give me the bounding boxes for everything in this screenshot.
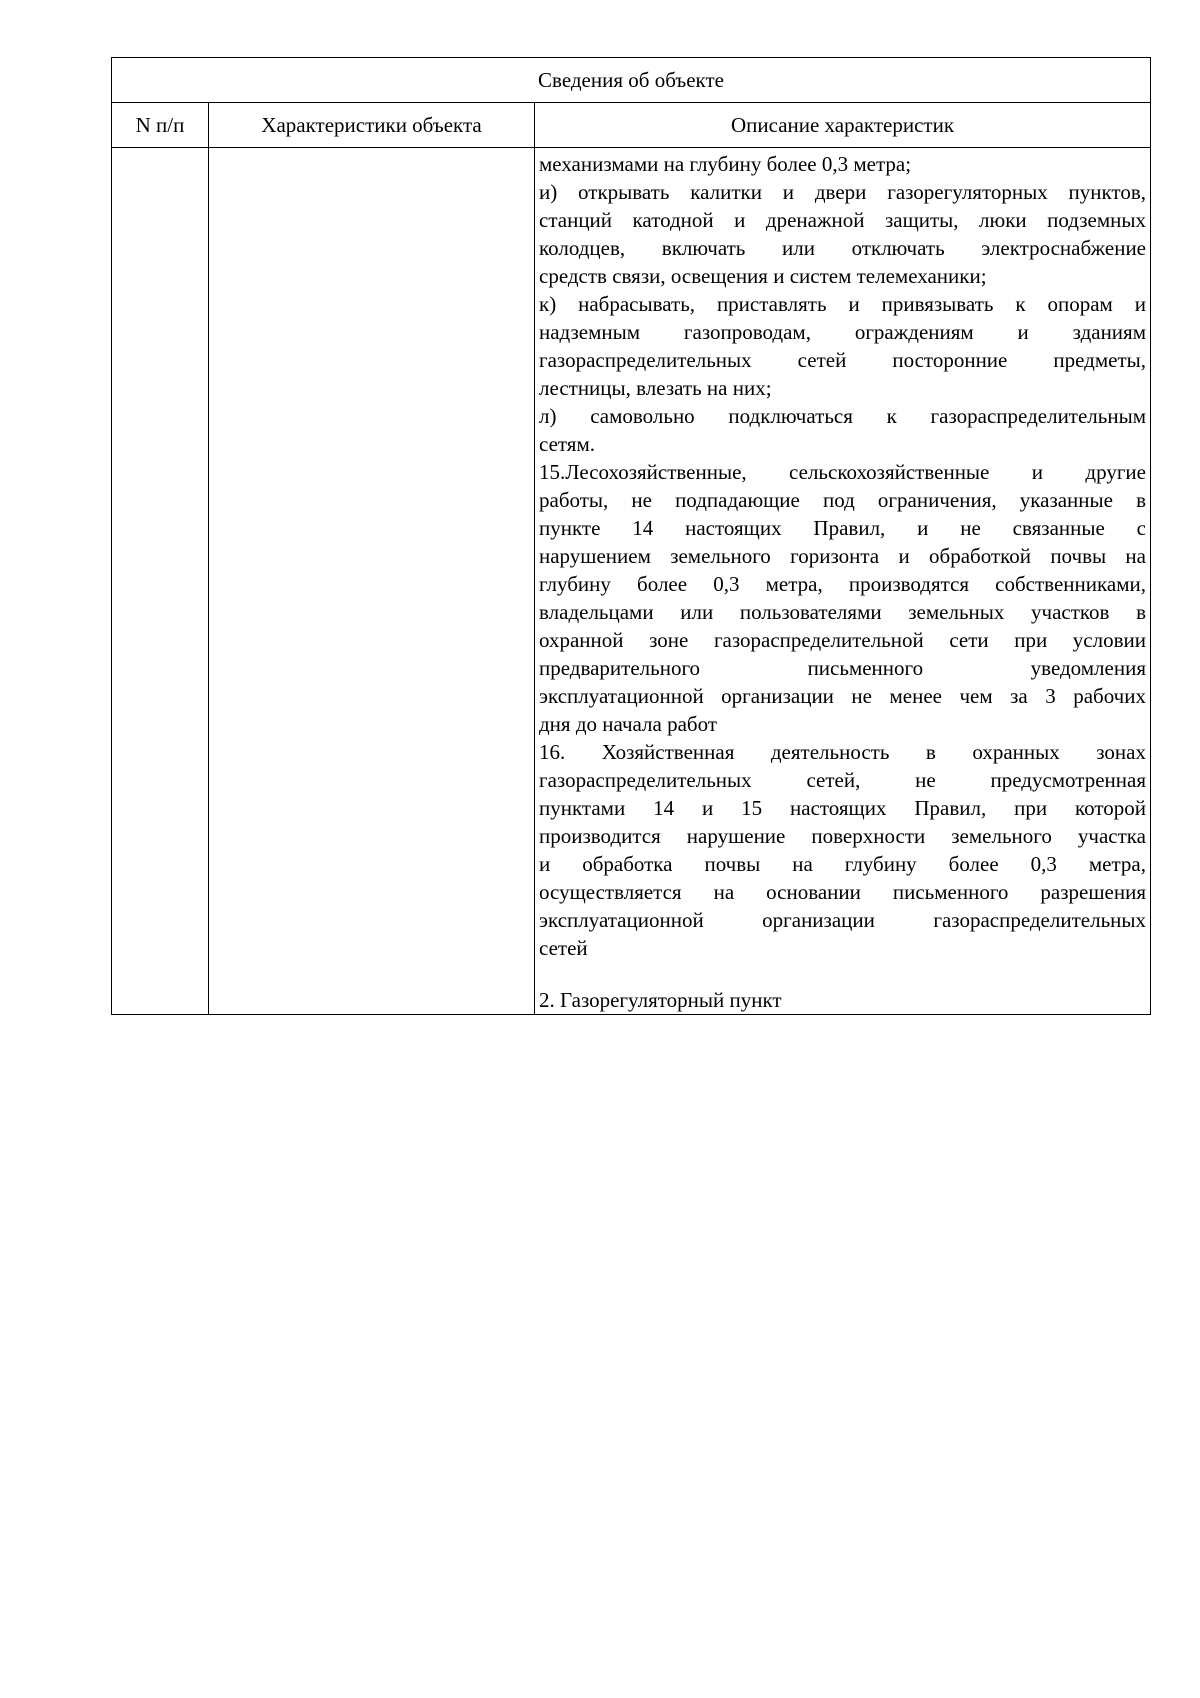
description-line: охранной зоне газораспределительной сети при условии	[539, 628, 1146, 652]
description-line: эксплуатационной организации не менее чем за 3 рабочих	[539, 684, 1146, 708]
table-header-row	[112, 103, 1151, 148]
description-line: работы, не подпадающие под ограничения, указанные в	[539, 488, 1146, 512]
description-line: пунктами 14 и 15 настоящих Правил, при которой	[539, 796, 1146, 820]
description-line: глубину более 0,3 метра, производятся собственниками,	[539, 572, 1146, 596]
description-line: средств связи, освещения и систем телемеханики;	[539, 264, 987, 288]
header-description: Описание характеристик	[535, 103, 1151, 148]
description-line: осуществляется на основании письменного разрешения	[539, 880, 1146, 904]
description-line: эксплуатационной организации газораспределительных	[539, 908, 1146, 932]
cell-description	[535, 148, 1151, 1015]
description-line: нарушением земельного горизонта и обработкой почвы на	[539, 544, 1146, 568]
description-line: станций катодной и дренажной защиты, люки подземных	[539, 208, 1146, 232]
description-line: газораспределительных сетей, не предусмотренная	[539, 768, 1146, 792]
description-line: предварительного письменного уведомления	[539, 656, 1146, 680]
description-line: сетей	[539, 936, 588, 960]
header-number: N п/п	[112, 103, 209, 148]
description-line: механизмами на глубину более 0,3 метра;	[539, 152, 912, 176]
description-line: владельцами или пользователями земельных участков в	[539, 600, 1146, 624]
description-line: 15.Лесохозяйственные, сельскохозяйственные и другие	[539, 460, 1146, 484]
description-line: надземным газопроводам, ограждениям и зданиям	[539, 320, 1146, 344]
description-line: лестницы, влезать на них;	[539, 376, 772, 400]
description-line: производится нарушение поверхности земельного участка	[539, 824, 1146, 848]
description-line: газораспределительных сетей посторонние предметы,	[539, 348, 1146, 372]
cell-characteristics	[209, 148, 535, 1015]
description-line: 2. Газорегуляторный пункт	[539, 988, 782, 1012]
description-line	[539, 962, 1146, 986]
description-line: 16. Хозяйственная деятельность в охранных зонах	[539, 740, 1146, 764]
description-line: сетям.	[539, 432, 595, 456]
object-info-table	[111, 57, 1151, 1015]
description-line: колодцев, включать или отключать электроснабжение	[539, 236, 1146, 260]
header-characteristics: Характеристики объекта	[209, 103, 535, 148]
description-line: и обработка почвы на глубину более 0,3 метра,	[539, 852, 1146, 876]
description-line: л) самовольно подключаться к газораспределительным	[539, 404, 1146, 428]
cell-number	[112, 148, 209, 1015]
description-line: и) открывать калитки и двери газорегуляторных пунктов,	[539, 180, 1146, 204]
description-line: дня до начала работ	[539, 712, 718, 736]
description-line: к) набрасывать, приставлять и привязывать к опорам и	[539, 292, 1146, 316]
table-caption: Сведения об объекте	[112, 58, 1151, 103]
description-line: пункте 14 настоящих Правил, и не связанные с	[539, 516, 1146, 540]
table-caption-row	[112, 58, 1151, 103]
table-row	[112, 148, 1151, 1015]
